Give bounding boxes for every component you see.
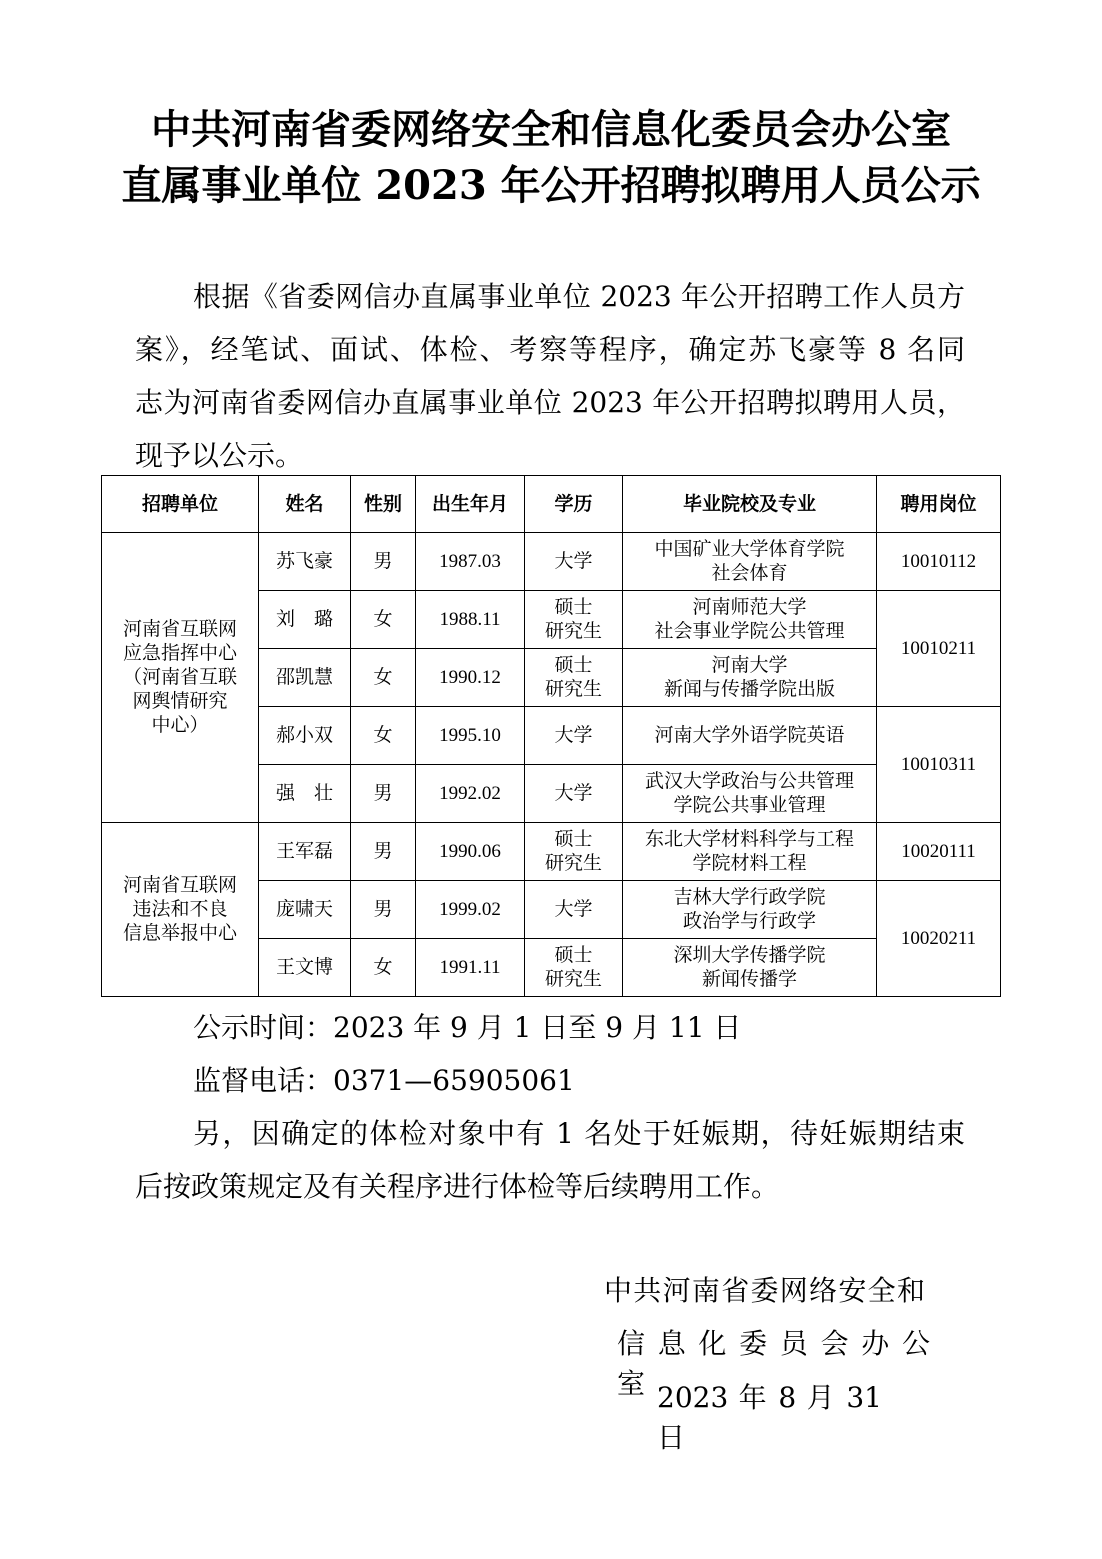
intro-line: 志为河南省委网信办直属事业单位 2023 年公开招聘拟聘用人员， [135, 386, 965, 419]
education-line: 大学 [554, 898, 593, 920]
school-cell [623, 765, 877, 823]
education-cell [525, 823, 623, 881]
school-line: 深圳大学传播学院 [673, 944, 826, 966]
post-cell: 10010311 [877, 707, 1001, 823]
education-cell [525, 707, 623, 765]
school-cell [623, 707, 877, 765]
school-line: 政治学与行政学 [682, 910, 816, 932]
document-title-line-1: 中共河南省委网络安全和信息化委员会办公室 [151, 106, 951, 153]
school-line: 河南大学外语学院英语 [654, 724, 845, 746]
school-cell [623, 591, 877, 649]
name-cell: 郝小双 [259, 707, 351, 765]
name-cell: 强 壮 [259, 765, 351, 823]
notice-period: 公示时间：2023 年 9 月 1 日至 9 月 11 日 [193, 1011, 742, 1044]
school-line: 东北大学材料科学与工程 [644, 828, 854, 850]
education-line: 大学 [554, 724, 593, 746]
education-cell [525, 533, 623, 591]
name-cell: 苏飞豪 [259, 533, 351, 591]
header-name: 姓名 [259, 476, 351, 533]
school-cell [623, 533, 877, 591]
header-unit: 招聘单位 [102, 476, 259, 533]
header-school-major: 毕业院校及专业 [623, 476, 877, 533]
supervision-phone: 监督电话：0371—65905061 [193, 1064, 575, 1097]
table-row [102, 533, 1001, 591]
intro-line: 案》，经笔试、面试、体检、考察等程序，确定苏飞豪等 8 名同 [135, 333, 965, 366]
header-education: 学历 [525, 476, 623, 533]
school-cell [623, 649, 877, 707]
note-line: 后按政策规定及有关程序进行体检等后续聘用工作。 [135, 1170, 780, 1203]
header-gender: 性别 [351, 476, 416, 533]
school-cell [623, 939, 877, 997]
birth-cell: 1990.12 [416, 649, 525, 707]
gender-cell: 男 [351, 765, 416, 823]
unit-line: 违法和不良 [132, 898, 228, 920]
gender-cell: 女 [351, 939, 416, 997]
unit-line: 信息举报中心 [122, 922, 237, 944]
unit-line: 网舆情研究 [132, 690, 228, 712]
name-cell: 王文博 [259, 939, 351, 997]
gender-cell: 女 [351, 591, 416, 649]
name-cell: 刘 璐 [259, 591, 351, 649]
gender-cell: 男 [351, 823, 416, 881]
unit-cell [102, 823, 259, 997]
school-line: 新闻与传播学院出版 [663, 678, 835, 700]
unit-line: 应急指挥中心 [122, 642, 237, 664]
school-line: 河南师范大学 [692, 596, 807, 618]
name-cell: 邵凯慧 [259, 649, 351, 707]
signature-org-line-1: 中共河南省委网络安全和 [604, 1274, 925, 1307]
education-cell [525, 939, 623, 997]
school-line: 社会事业学院公共管理 [654, 620, 845, 642]
table-row [102, 823, 1001, 881]
school-cell [623, 823, 877, 881]
birth-cell: 1990.06 [416, 823, 525, 881]
intro-line: 根据《省委网信办直属事业单位 2023 年公开招聘工作人员方 [193, 280, 965, 313]
education-line: 大学 [554, 550, 593, 572]
post-cell: 10020211 [877, 881, 1001, 997]
education-line: 研究生 [544, 968, 602, 990]
education-line: 研究生 [544, 620, 602, 642]
gender-cell: 女 [351, 707, 416, 765]
school-line: 中国矿业大学体育学院 [654, 538, 845, 560]
unit-line: （河南省互联 [122, 666, 237, 688]
birth-cell: 1991.11 [416, 939, 525, 997]
unit-line: 中心） [151, 714, 209, 736]
post-cell: 10010211 [877, 591, 1001, 707]
intro-line: 现予以公示。 [135, 439, 304, 472]
note-line: 另，因确定的体检对象中有 1 名处于妊娠期，待妊娠期结束 [193, 1117, 965, 1150]
unit-line: 河南省互联网 [122, 618, 237, 640]
unit-line: 河南省互联网 [122, 874, 237, 896]
education-line: 硕士 [554, 828, 593, 850]
school-line: 学院材料工程 [692, 852, 807, 874]
education-cell [525, 649, 623, 707]
header-post: 聘用岗位 [877, 476, 1001, 533]
education-line: 研究生 [544, 678, 602, 700]
table-header-row [102, 476, 1001, 533]
education-line: 硕士 [554, 944, 593, 966]
birth-cell: 1988.11 [416, 591, 525, 649]
education-cell [525, 765, 623, 823]
recruitment-table [101, 475, 1001, 997]
school-line: 吉林大学行政学院 [673, 886, 826, 908]
school-line: 河南大学 [711, 654, 788, 676]
school-cell [623, 881, 877, 939]
unit-cell [102, 533, 259, 823]
birth-cell: 1992.02 [416, 765, 525, 823]
table-body [102, 533, 1001, 997]
birth-cell: 1999.02 [416, 881, 525, 939]
education-cell [525, 591, 623, 649]
education-cell [525, 881, 623, 939]
name-cell: 庞啸天 [259, 881, 351, 939]
post-cell: 10010112 [877, 533, 1001, 591]
gender-cell: 男 [351, 533, 416, 591]
post-cell: 10020111 [877, 823, 1001, 881]
gender-cell: 男 [351, 881, 416, 939]
birth-cell: 1995.10 [416, 707, 525, 765]
school-line: 新闻传播学 [701, 968, 797, 990]
education-line: 硕士 [554, 654, 593, 676]
education-line: 硕士 [554, 596, 593, 618]
signature-date: 2023 年 8 月 31 日 [657, 1381, 882, 1454]
document-title-line-2: 直属事业单位 2023 年公开招聘拟聘用人员公示 [121, 162, 981, 209]
education-line: 研究生 [544, 852, 602, 874]
gender-cell: 女 [351, 649, 416, 707]
signature-org-line-2: 信 息 化 委 员 会 办 公 室 [617, 1327, 930, 1400]
birth-cell: 1987.03 [416, 533, 525, 591]
education-line: 大学 [554, 782, 593, 804]
header-birth: 出生年月 [416, 476, 525, 533]
school-line: 学院公共事业管理 [673, 794, 826, 816]
name-cell: 王军磊 [259, 823, 351, 881]
school-line: 社会体育 [711, 562, 788, 584]
school-line: 武汉大学政治与公共管理 [644, 770, 854, 792]
